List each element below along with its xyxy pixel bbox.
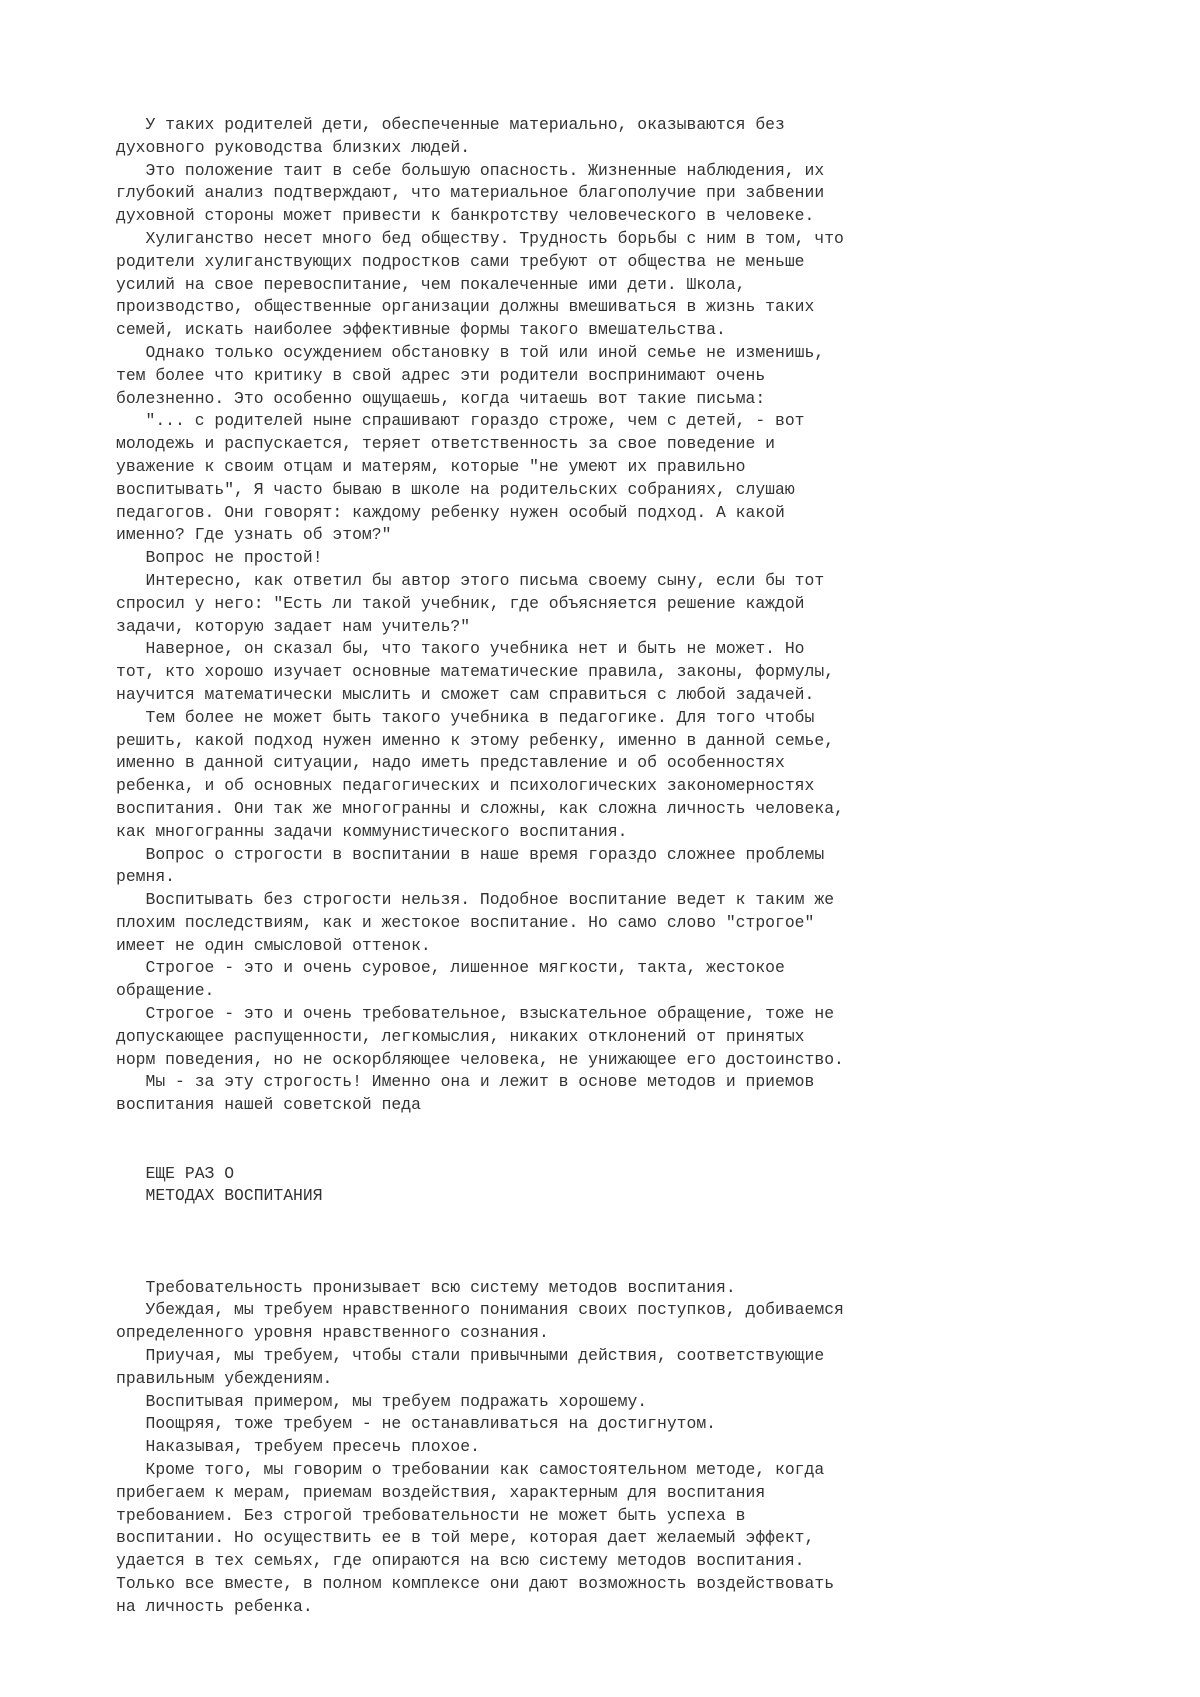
paragraph: Наверное, он сказал бы, что такого учебника нет и быть не может. Но тот, кто хорошо изучает основные математические правила, законы, формулы, научится математически мыслить и сможет сам справиться с любой задачей. <box>116 639 835 704</box>
paragraph: Это положение таит в себе большую опасность. Жизненные наблюдения, их глубокий анализ подтверждают, что материальное благополучие при забвении духовной стороны может привести к банкротству человеческого в человеке. <box>116 160 825 226</box>
document-page <box>116 114 1126 1619</box>
blank-line <box>116 1140 1126 1163</box>
paragraph: Поощряя, тоже требуем - не останавливаться на достигнутом. <box>116 1414 716 1434</box>
section-heading-line: ЕЩЕ РАЗ О <box>116 1163 235 1183</box>
text-block-before-heading <box>116 114 1126 1117</box>
paragraph: Однако только осуждением обстановку в той или иной семье не изменишь, тем более что критику в свой адрес эти родители воспринимают очень болезненно. Это особенно ощущаешь, когда читаешь вот такие письма: <box>116 342 825 408</box>
section-heading-line: МЕТОДАХ ВОСПИТАНИЯ <box>116 1186 323 1206</box>
section-heading <box>116 1163 1126 1209</box>
paragraph: Хулиганство несет много бед обществу. Трудность борьбы с ним в том, что родители хулиганствующих подростков сами требуют от общества не меньше усилий на свое перевоспитание, чем покалеченные ими дети. Школа, производство, общественные организации должны вмешиваться в жизнь таких семей, искать наиболее эффективные формы такого вмешательства. <box>116 228 844 340</box>
paragraph: Строгое - это и очень суровое, лишенное мягкости, такта, жестокое обращение. <box>116 958 785 1001</box>
paragraph: Убеждая, мы требуем нравственного понимания своих поступков, добиваемся определенного уровня нравственного сознания. <box>116 1300 844 1343</box>
paragraph: Приучая, мы требуем, чтобы стали привычными действия, соответствующие правильным убеждениям. <box>116 1346 825 1388</box>
paragraph: Тем более не может быть такого учебника в педагогике. Для того чтобы решить, какой подход нужен именно к этому ребенку, именно в данной семье, именно в данной ситуации, надо иметь представление и об особенностях ребенка, и об основных педагогических и психологических закономерностях воспитания. Они так же многогранны и сложны, как сложна личность человека, как многогранны задачи коммунистического воспитания. <box>116 707 844 841</box>
paragraph: Воспитывать без строгости нельзя. Подобное воспитание ведет к таким же плохим последствиям, как и жестокое воспитание. Но само слово "строгое" имеет не один смысловой оттенок. <box>116 890 835 955</box>
text-block-after-heading <box>116 1277 1126 1619</box>
paragraph: Строгое - это и очень требовательное, взыскательное обращение, тоже не допускающее распущенности, легкомыслия, никаких отклонений от принятых норм поведения, но не оскорбляющее человека, не унижающее его достоинство. <box>116 1004 844 1069</box>
paragraph: Мы - за эту строгость! Именно она и лежит в основе методов и приемов воспитания нашей советской педа <box>116 1072 815 1115</box>
paragraph: Вопрос не простой! <box>116 548 323 568</box>
paragraph: Наказывая, требуем пресечь плохое. <box>116 1437 480 1457</box>
blank-lines <box>116 1208 1126 1276</box>
paragraph: Вопрос о строгости в воспитании в наше время гораздо сложнее проблемы ремня. <box>116 844 825 887</box>
paragraph: У таких родителей дети, обеспеченные материально, оказываются без духовного руководства близких людей. <box>116 115 785 157</box>
paragraph: "... с родителей ныне спрашивают гораздо строже, чем с детей, - вот молодежь и распускается, теряет ответственность за свое поведение и уважение к своим отцам и матерям, которые "не умеют их правильно воспитывать", Я часто бываю в школе на родительских собраниях, слушаю педагогов. Они говорят: каждому ребенку нужен особый подход. А какой именно? Где узнать об этом?" <box>116 411 805 545</box>
paragraph: Кроме того, мы говорим о требовании как самостоятельном методе, когда прибегаем к мерам, приемам воздействия, характерным для воспитания требованием. Без строгой требовательности не может быть успеха в воспитании. Но осуществить ее в той мере, которая дает желаемый эффект, удается в тех семьях, где опираются на всю систему методов воспитания. Только все вместе, в полном комплексе они дают возможность воздействовать на личность ребенка. <box>116 1460 835 1616</box>
paragraph: Интересно, как ответил бы автор этого письма своему сыну, если бы тот спросил у него: "Есть ли такой учебник, где объясняется решение каждой задачи, которую задает нам учитель?" <box>116 570 825 636</box>
blank-line <box>116 1117 1126 1140</box>
paragraph: Воспитывая примером, мы требуем подражать хорошему. <box>116 1391 648 1411</box>
paragraph: Требовательность пронизывает всю систему методов воспитания. <box>116 1277 736 1297</box>
